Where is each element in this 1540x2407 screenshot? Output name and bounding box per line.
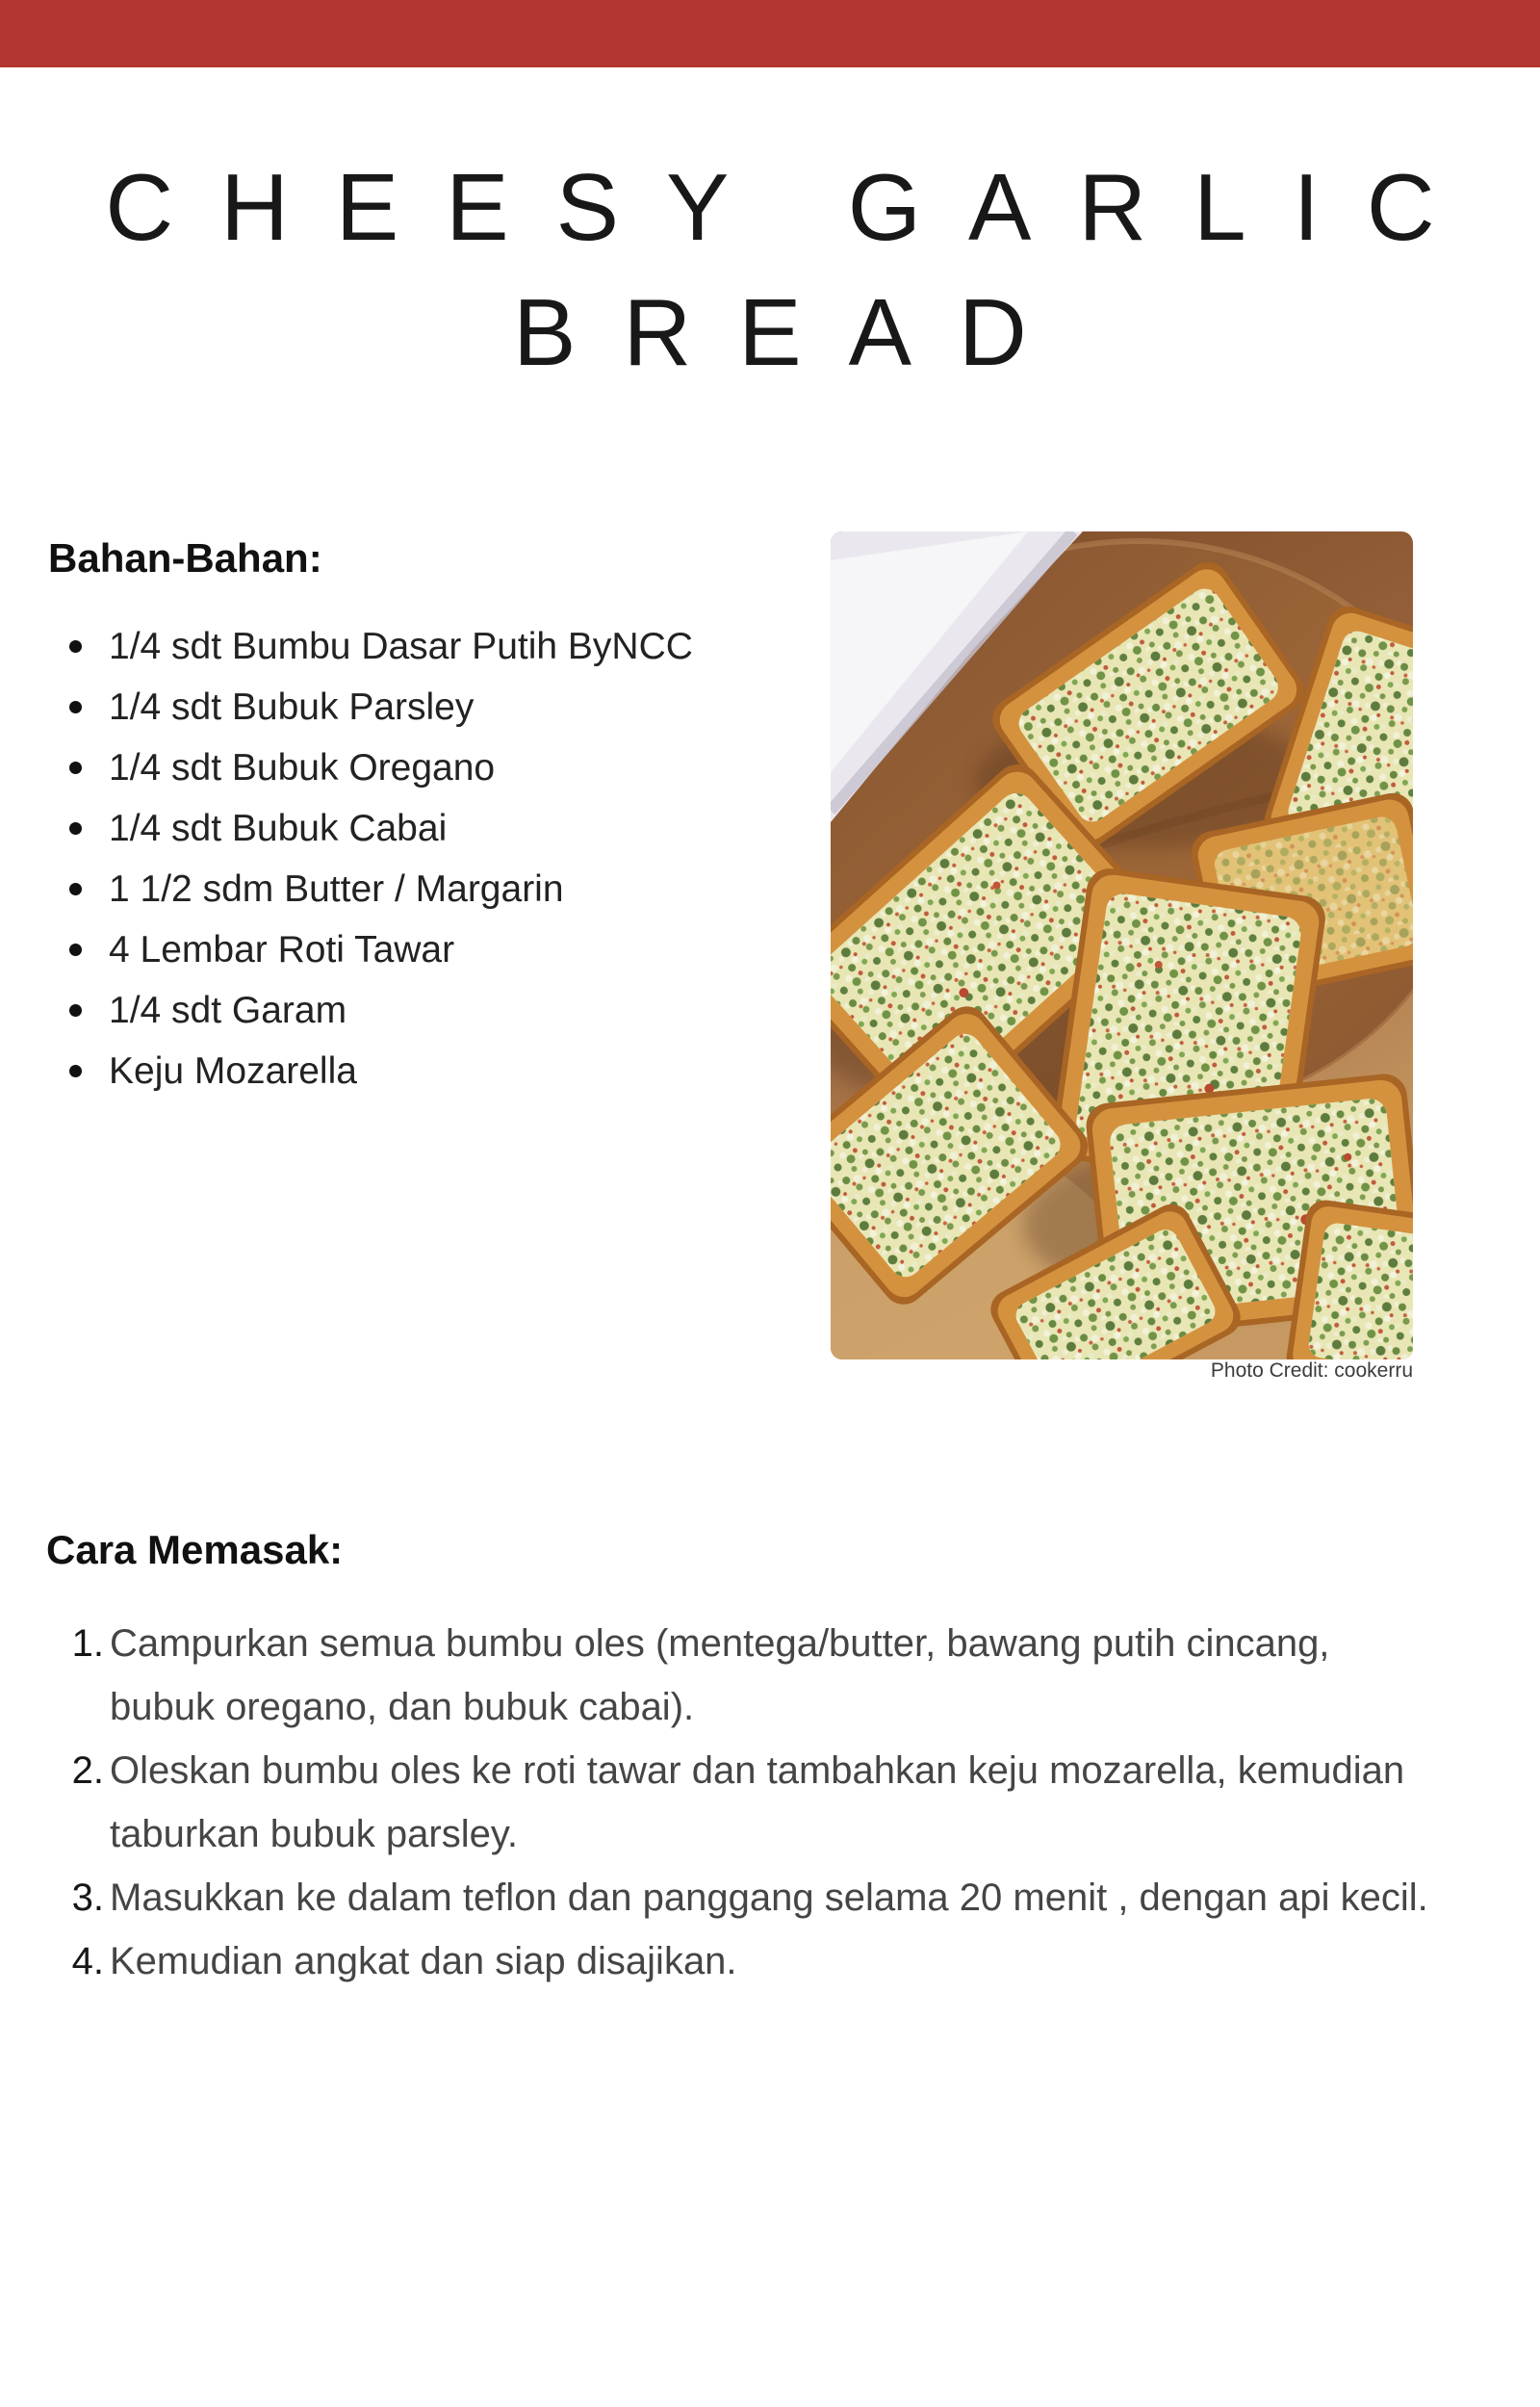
ingredient-item <box>48 1041 799 1101</box>
ingredient-text: 1/4 sdt Bubuk Parsley <box>109 686 475 728</box>
instructions-list <box>58 1612 1492 1993</box>
ingredient-item <box>48 798 799 859</box>
bullet-icon <box>69 701 82 713</box>
step-line: bubuk oregano, dan bubuk cabai). <box>110 1686 695 1728</box>
bullet-icon <box>69 1065 82 1077</box>
instruction-step <box>58 1739 1492 1866</box>
bullet-icon <box>69 1004 82 1017</box>
bullet-icon <box>69 822 82 835</box>
instruction-step <box>58 1866 1492 1929</box>
step-text <box>110 1612 1492 1739</box>
step-number: 3. <box>71 1876 104 1919</box>
step-line: Kemudian angkat dan siap disajikan. <box>110 1940 737 1982</box>
instruction-step <box>58 1929 1492 1993</box>
bullet-icon <box>69 640 82 653</box>
step-number: 2. <box>71 1749 104 1792</box>
instruction-step <box>58 1612 1492 1739</box>
step-number: 4. <box>71 1940 104 1982</box>
ingredient-text: 1/4 sdt Garam <box>109 990 347 1031</box>
step-line: taburkan bubuk parsley. <box>110 1813 518 1855</box>
ingredient-text: 1/4 sdt Bubuk Oregano <box>109 747 496 789</box>
ingredient-item <box>48 919 799 980</box>
instructions-heading: Cara Memasak: <box>46 1527 344 1572</box>
step-line: Campurkan semua bumbu oles (mentega/butter, bawang putih cincang, <box>110 1622 1330 1665</box>
page-title-line1: CHEESY GARLIC <box>105 154 1482 260</box>
page-title <box>0 144 1540 395</box>
step-line: Oleskan bumbu oles ke roti tawar dan tambahkan keju mozarella, kemudian <box>110 1749 1405 1792</box>
step-text <box>110 1929 1492 1993</box>
page-title-line2: BREAD <box>513 279 1074 385</box>
ingredient-text: 1/4 sdt Bumbu Dasar Putih ByNCC <box>109 626 693 667</box>
step-line: Masukkan ke dalam teflon dan panggang selama 20 menit , dengan api kecil. <box>110 1876 1428 1919</box>
ingredient-text: 1 1/2 sdm Butter / Margarin <box>109 868 564 910</box>
step-number: 1. <box>71 1622 104 1665</box>
ingredient-text: Keju Mozarella <box>109 1050 357 1092</box>
ingredients-heading: Bahan-Bahan: <box>48 535 322 581</box>
ingredient-item <box>48 738 799 798</box>
step-text <box>110 1739 1492 1866</box>
ingredient-item <box>48 677 799 738</box>
step-text <box>110 1866 1492 1929</box>
ingredient-text: 1/4 sdt Bubuk Cabai <box>109 808 448 849</box>
ingredient-item <box>48 980 799 1041</box>
ingredient-item <box>48 616 799 677</box>
ingredient-text: 4 Lembar Roti Tawar <box>109 929 455 971</box>
top-accent-bar <box>0 0 1540 67</box>
bullet-icon <box>69 944 82 956</box>
recipe-photo <box>831 531 1413 1359</box>
ingredient-item <box>48 859 799 919</box>
ingredients-list <box>48 616 799 1101</box>
photo-credit: Photo Credit: cookerru <box>1210 1359 1413 1382</box>
bullet-icon <box>69 762 82 774</box>
bullet-icon <box>69 883 82 895</box>
